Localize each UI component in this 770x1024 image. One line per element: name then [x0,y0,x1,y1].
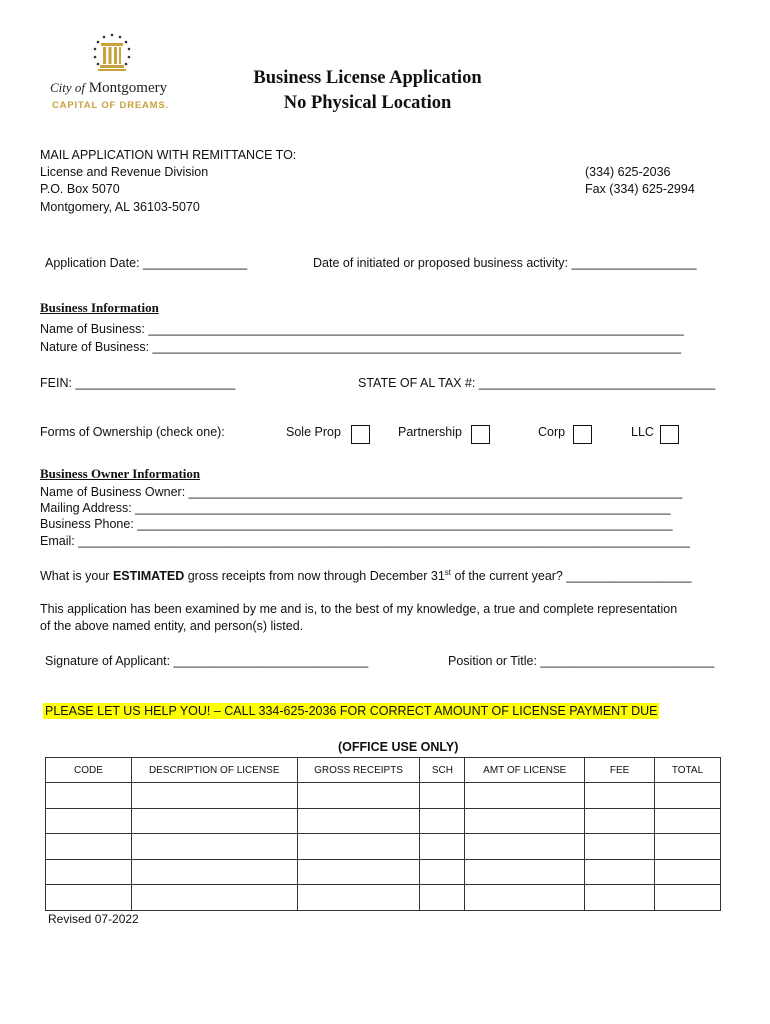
column-header-sch: SCH [420,758,465,783]
table-header-row [46,758,721,783]
column-emblem-icon [86,32,138,80]
mail-division: License and Revenue Division [40,165,209,179]
table-cell[interactable] [46,783,132,809]
table-cell[interactable] [46,859,132,885]
table-row [46,834,721,860]
column-header-description: DESCRIPTION OF LICENSE [131,758,297,783]
logo-city-text: City of [50,80,86,95]
table-cell[interactable] [465,808,585,834]
form-title: Business License Application [253,68,482,88]
ownership-partnership-label: Partnership [398,425,462,439]
mail-heading: MAIL APPLICATION WITH REMITTANCE TO: [40,148,297,162]
logo-tagline: CAPITAL OF DREAMS. [52,100,169,111]
table-cell[interactable] [655,885,721,911]
table-cell[interactable] [655,808,721,834]
table-row [46,783,721,809]
column-header-gross-receipts: GROSS RECEIPTS [297,758,420,783]
application-date-field[interactable]: Application Date: _______________ [45,256,248,270]
table-cell[interactable] [297,808,420,834]
ownership-llc-label: LLC [631,425,654,439]
table-cell[interactable] [131,783,297,809]
table-row [46,885,721,911]
office-use-heading: (OFFICE USE ONLY) [338,740,459,754]
table-row [46,808,721,834]
table-cell[interactable] [420,808,465,834]
ownership-corp-label: Corp [538,425,566,439]
table-cell[interactable] [465,834,585,860]
mail-po-box: P.O. Box 5070 [40,182,120,196]
table-cell[interactable] [465,859,585,885]
table-cell[interactable] [585,808,655,834]
fax-number: Fax (334) 625-2994 [585,182,695,196]
table-cell[interactable] [585,885,655,911]
table-cell[interactable] [585,783,655,809]
ownership-sole-prop-label: Sole Prop [286,425,341,439]
table-cell[interactable] [465,783,585,809]
office-use-table [45,757,721,911]
table-cell[interactable] [655,859,721,885]
table-cell[interactable] [585,834,655,860]
table-cell[interactable] [46,834,132,860]
activity-date-field[interactable]: Date of initiated or proposed business activity: __________________ [313,256,697,270]
gross-receipts-question[interactable] [40,568,692,583]
help-banner-text: PLEASE LET US HELP YOU! – CALL 334-625-2036 FOR CORRECT AMOUNT OF LICENSE PAYMENT DUE [45,704,658,718]
table-cell[interactable] [131,808,297,834]
email-field[interactable]: Email: ________________________________________________________________________________________ [40,534,690,548]
sole-prop-checkbox[interactable] [351,425,370,444]
table-cell[interactable] [420,859,465,885]
llc-checkbox[interactable] [660,425,679,444]
receipts-pre: What is your [40,569,113,584]
state-tax-field[interactable]: STATE OF AL TAX #: __________________________________ [358,376,716,390]
position-title-field[interactable]: Position or Title: _________________________ [448,654,715,668]
owner-info-heading: Business Owner Information [40,466,201,481]
fein-field[interactable]: FEIN: _______________________ [40,376,236,390]
column-header-code: CODE [46,758,132,783]
corp-checkbox[interactable] [573,425,592,444]
receipts-post: of the current year? __________________ [451,569,692,584]
table-cell[interactable] [297,885,420,911]
city-logo [86,32,138,80]
table-cell[interactable] [46,808,132,834]
mailing-address-field[interactable]: Mailing Address: _____________________________________________________________________________ [40,501,671,515]
table-cell[interactable] [131,859,297,885]
table-cell[interactable] [655,783,721,809]
business-phone-field[interactable]: Business Phone: _____________________________________________________________________________ [40,517,673,531]
partnership-checkbox[interactable] [471,425,490,444]
table-cell[interactable] [297,834,420,860]
table-cell[interactable] [297,783,420,809]
column-header-amt: AMT OF LICENSE [465,758,585,783]
attestation-line2: of the above named entity, and person(s) listed. [40,619,304,633]
revised-date: Revised 07-2022 [48,912,139,926]
logo-wordmark [50,80,167,97]
phone-number: (334) 625-2036 [585,165,671,179]
logo-name-text: Montgomery [88,80,168,96]
ownership-label: Forms of Ownership (check one): [40,425,225,439]
table-cell[interactable] [131,885,297,911]
receipts-emphasis: ESTIMATED [112,569,185,584]
attestation-line1: This application has been examined by me and is, to the best of my knowledge, a true and complete representation [40,602,678,616]
table-cell[interactable] [585,859,655,885]
signature-field[interactable]: Signature of Applicant: ____________________________ [45,654,369,668]
table-cell[interactable] [46,885,132,911]
business-info-heading: Business Information [40,300,159,315]
help-banner [43,704,659,718]
form-subtitle: No Physical Location [283,93,452,113]
table-cell[interactable] [465,885,585,911]
receipts-mid: gross receipts from now through December 31 [184,569,445,584]
column-header-total: TOTAL [655,758,721,783]
table-row [46,859,721,885]
owner-name-field[interactable]: Name of Business Owner: _______________________________________________________________________ [40,485,683,499]
table-cell[interactable] [420,783,465,809]
column-header-fee: FEE [585,758,655,783]
mail-city: Montgomery, AL 36103-5070 [40,200,200,214]
table-cell[interactable] [420,834,465,860]
table-cell[interactable] [655,834,721,860]
table-cell[interactable] [420,885,465,911]
receipts-sup: st [444,568,452,577]
business-name-field[interactable]: Name of Business: _____________________________________________________________________________ [40,322,684,336]
table-cell[interactable] [297,859,420,885]
business-nature-field[interactable]: Nature of Business: ____________________________________________________________________________ [40,340,681,354]
table-cell[interactable] [131,834,297,860]
